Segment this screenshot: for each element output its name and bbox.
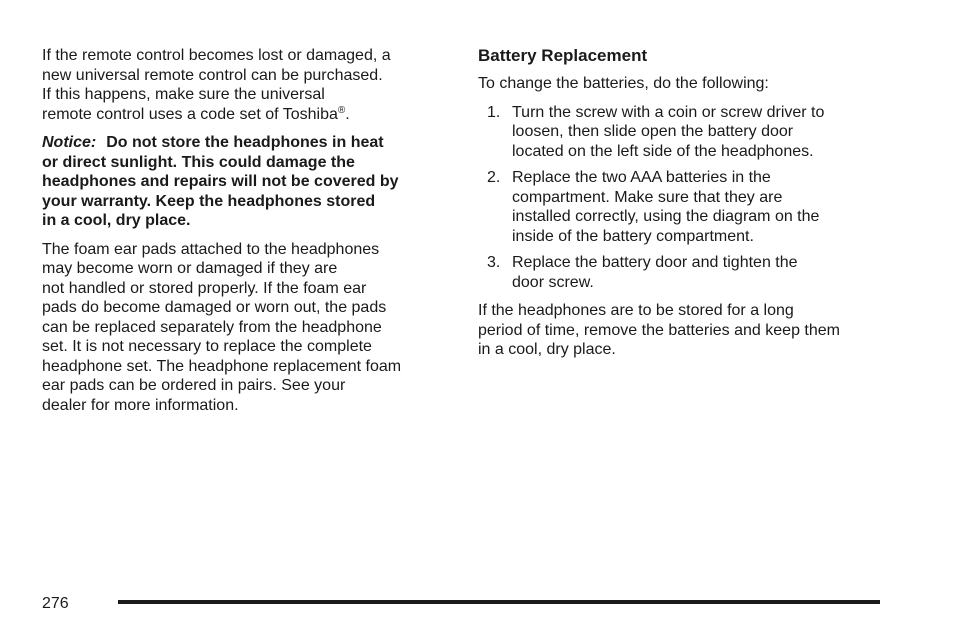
step-number: 2. [487,169,501,186]
text-line: dealer for more information. [42,396,239,414]
page-number: 276 [42,595,69,612]
text-line: If the remote control becomes lost or damaged, a [42,47,391,64]
notice-paragraph [42,133,452,231]
text-line: headphone set. The headphone replacement foam [42,357,402,375]
text-line: located on the left side of the headphones. [512,142,814,160]
text-line: Replace the two AAA batteries in the [512,169,771,186]
text-line: Turn the screw with a coin or screw driver to [512,103,825,121]
intro-paragraph: To change the batteries, do the following: [478,75,769,92]
steps-list [478,103,888,293]
text-line: If the headphones are to be stored for a long [478,302,794,319]
step-number: 3. [487,254,501,271]
text-line: remote control uses a code set of Toshiba [42,105,338,123]
text-line: new universal remote control can be purchased. [42,66,383,84]
text-line: loosen, then slide open the battery door [512,123,794,140]
step-item [478,103,888,162]
foam-ear-pads-paragraph [42,240,452,416]
text-line: The foam ear pads attached to the headphones [42,240,380,258]
text-line: in a cool, dry place. [478,341,616,358]
section-heading: Battery Replacement [478,46,648,65]
text-line: ear pads can be ordered in pairs. See your [42,377,346,394]
text-line: Replace the battery door and tighten the [512,254,798,271]
step-item [478,168,888,246]
text-line: not handled or stored properly. If the foam ear [42,279,367,297]
text-line: can be replaced separately from the headphone [42,318,382,336]
text-line: inside of the battery compartment. [512,227,754,245]
right-column [478,46,888,369]
text-line: If this happens, make sure the universal [42,86,325,103]
remote-lost-paragraph [42,46,452,124]
text-line: set. It is not necessary to replace the complete [42,338,372,355]
left-column [42,46,452,424]
text-line: Do not store the headphones in heat [106,134,384,151]
text-line: pads do become damaged or worn out, the pads [42,299,387,316]
text-line: compartment. Make sure that they are [512,188,783,206]
step-number: 1. [487,103,501,121]
notice-label: Notice: [42,134,97,151]
text-line: headphones and repairs will not be covered by [42,173,399,190]
text-line: in a cool, dry place. [42,212,191,229]
text-line: installed correctly, using the diagram on the [512,208,820,225]
step-item [478,253,888,292]
text-line: or direct sunlight. This could damage the [42,153,355,171]
text-line: period of time, remove the batteries and keep them [478,321,840,339]
text-line: may become worn or damaged if they are [42,260,338,277]
text-line: your warranty. Keep the headphones stored [42,192,376,210]
text-line-end: . [345,105,350,123]
text-line: door screw. [512,273,594,291]
registered-mark: ® [337,104,346,116]
footer-rule [118,600,880,604]
closing-paragraph [478,301,888,360]
